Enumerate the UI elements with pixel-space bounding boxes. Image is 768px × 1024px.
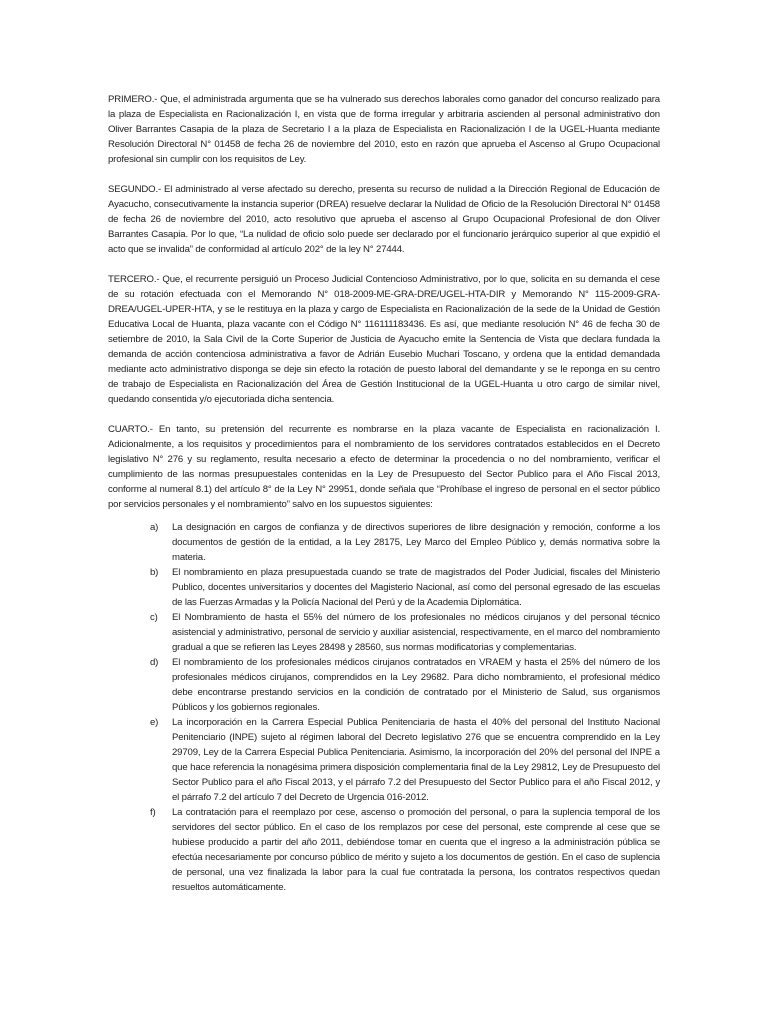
list-marker: e) bbox=[150, 717, 159, 728]
paragraph-text: El administrado al verse afectado su derecho, presenta su recurso de nulidad a la Dirección Regional de Educación de Ayacucho, consecutivamente la instancia superior (DREA) resuelve declarar la Nulidad de Oficio de la Resolución Directoral N° 01458 de fecha 26 de noviembre del 2010, acto resolutivo que aprueba el ascenso al Grupo Ocupacional Profesional de don Oliver Barrantes Casapia. Por lo que, “La nulidad de oficio solo puede ser declarado por el funcionario jerárquico superior al que expidió el acto que se invalida” de conformidad al artículo 202° de la ley N° 27444. bbox=[108, 184, 660, 255]
paragraph-heading: TERCERO.- bbox=[108, 274, 160, 285]
paragraph-text: Que, el recurrente persiguió un Proceso Judicial Contencioso Administrativo, por lo que, solicita en su demanda el cese de su rotación efectuada con el Memorando N° 018-2009-ME-GRA-DRE/UGEL-HTA-DIR y Memorando N° 115-2009-GRA-DREA/UGEL-UPER-HTA, y se le restituya en la plaza y cargo de Especialista en Racionalización de la sede de la Unidad de Gestión Educativa Local de Huanta, plaza vacante con el Código N° 116111183436. Es así, que mediante resolución N° 46 de fecha 30 de setiembre de 2010, la Sala Civil de la Corte Superior de Justicia de Ayacucho emite la Sentencia de Vista que declara fundada la demanda de acción contenciosa administrativa a favor de Adrián Eusebio Muchari Toscano, y ordena que la entidad demandada mediante acto administrativo disponga se deje sin efecto la rotación de puesto laboral del demandante y se le reponga en su centro de trabajo de Especialista en Racionalización del Área de Gestión Institucional de la UGEL-Huanta u otro cargo de similar nivel, quedando consentida y/o ejecutoriada dicha sentencia. bbox=[108, 274, 660, 405]
list-item-text: La designación en cargos de confianza y de directivos superiores de libre designación y remoción, conforme a los documentos de gestión de la entidad, a la Ley 28175, Ley Marco del Empleo Público y, demás normativa sobre la materia. bbox=[172, 522, 660, 563]
list-item bbox=[150, 520, 660, 565]
list-marker: d) bbox=[150, 657, 159, 668]
list-item-text: El nombramiento en plaza presupuestada cuando se trate de magistrados del Poder Judicial, fiscales del Ministerio Publico, docentes universitarios y docentes del Magisterio Nacional, así como del personal egresado de las escuelas de las Fuerzas Armadas y la Policía Nacional del Perú y de la Academia Diplomática. bbox=[172, 567, 660, 608]
list-marker: a) bbox=[150, 522, 159, 533]
list-marker: c) bbox=[150, 612, 158, 623]
paragraph-heading: PRIMERO.- bbox=[108, 94, 158, 105]
list-item-text: La incorporación en la Carrera Especial Publica Penitenciaria de hasta el 40% del personal del Instituto Nacional Penitenciario (INPE) sujeto al régimen laboral del Decreto legislativo 276 que se encuentra comprendido en la Ley 29709, Ley de la Carrera Especial Publica Penitenciaria. Asimismo, la incorporación del 20% del personal del INPE a que hace referencia la nonagésima primera disposición complementaria final de la Ley 29812, Ley de Presupuesto del Sector Publico para el año Fiscal 2013, y el párrafo 7.2 del Presupuesto del Sector Publico para el año Fiscal 2012, y el párrafo 7.2 del artículo 7 del Decreto de Urgencia 016-2012. bbox=[172, 717, 660, 803]
paragraph-cuarto bbox=[108, 422, 660, 512]
list-item bbox=[150, 565, 660, 610]
paragraph-segundo bbox=[108, 182, 660, 257]
list-item-text: La contratación para el reemplazo por cese, ascenso o promoción del personal, o para la suplencia temporal de los servidores del sector público. En el caso de los remplazos por cese del personal, este comprende al cese que se hubiese producido a partir del año 2011, debiéndose tomar en cuenta que el ingreso a la administración pública se efectúa necesariamente por concurso público de mérito y sujeto a los documentos de gestión. En el caso de suplencia de personal, una vez finalizada la labor para la cual fue contratada la persona, los contratos respectivos quedan resueltos automáticamente. bbox=[172, 807, 660, 893]
list-item bbox=[150, 805, 660, 895]
list-marker: f) bbox=[150, 807, 156, 818]
document-page bbox=[108, 92, 660, 895]
list-item bbox=[150, 610, 660, 655]
paragraph-text: En tanto, su pretensión del recurrente es nombrarse en la plaza vacante de Especialista en racionalización I. Adicionalmente, a los requisitos y procedimientos para el nombramiento de los servidores contratados establecidos en el Decreto legislativo N° 276 y su reglamento, resulta necesario a efecto de determinar la procedencia o no del nombramiento, verificar el cumplimiento de las normas presupuestales contenidas en la Ley de Presupuesto del Sector Publico para el Año Fiscal 2013, conforme al numeral 8.1) del artículo 8° de la Ley N° 29951, donde señala que “Prohíbase el ingreso de personal en el sector público por servicios personales y el nombramiento” salvo en los supuestos siguientes: bbox=[108, 424, 660, 510]
list-item bbox=[150, 715, 660, 805]
paragraph-text: Que, el administrada argumenta que se ha vulnerado sus derechos laborales como ganador del concurso realizado para la plaza de Especialista en Racionalización I, en vista que de forma irregular y arbitraria ascienden al personal administrativo don Oliver Barrantes Casapia de la plaza de Secretario I a la plaza de Especialista en Racionalización I de la UGEL-Huanta mediante Resolución Directoral N° 01458 de fecha 26 de noviembre del 2010, esto en razón que aprueba el Ascenso al Grupo Ocupacional profesional sin cumplir con los requisitos de Ley. bbox=[108, 94, 660, 165]
list-item bbox=[150, 655, 660, 715]
paragraph-tercero bbox=[108, 272, 660, 407]
paragraph-heading: CUARTO.- bbox=[108, 424, 153, 435]
list-item-text: El nombramiento de los profesionales médicos cirujanos contratados en VRAEM y hasta el 25% del número de los profesionales médicos cirujanos, comprendidos en la Ley 29682. Para dicho nombramiento, el profesional médico debe encontrarse prestando servicios en la condición de contratado por el Ministerio de Salud, sus organismos Públicos y los gobiernos regionales. bbox=[172, 657, 660, 713]
paragraph-primero bbox=[108, 92, 660, 167]
exceptions-list bbox=[108, 520, 660, 895]
list-item-text: El Nombramiento de hasta el 55% del número de los profesionales no médicos cirujanos y del personal técnico asistencial y administrativo, personal de servicio y auxiliar asistencial, respectivamente, en el marco del nombramiento gradual a que se refieren las Leyes 28498 y 28560, sus normas modificatorias y complementarias. bbox=[172, 612, 660, 653]
paragraph-heading: SEGUNDO.- bbox=[108, 184, 162, 195]
list-marker: b) bbox=[150, 567, 159, 578]
